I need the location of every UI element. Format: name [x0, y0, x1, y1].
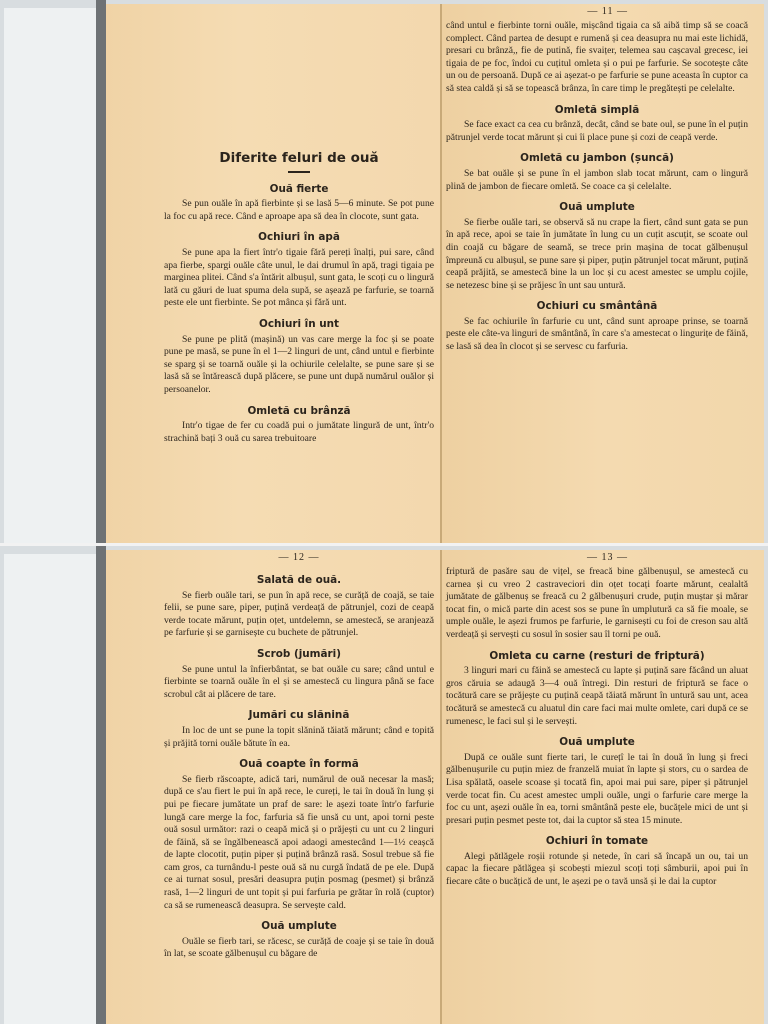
book-cover-edge	[96, 546, 106, 1024]
section-title: Ochiuri în unt	[259, 317, 339, 330]
title-rule	[288, 171, 310, 173]
chapter-title: Diferite feluri de ouă	[219, 150, 379, 166]
section-title: Ochiuri în tomate	[545, 835, 649, 848]
page-12	[106, 550, 442, 1024]
section-text: Se pun ouăle în apă fierbinte și se lasă 5—6 minute. Se pot pune la foc cu apă rece. Când e aproape apa să dea în clocote, sunt gata.	[164, 198, 434, 222]
section-text: Se pune pe plită (mașină) un vas care merge la foc și se poate pune pe masă, se pune în el 1—2 linguri de unt, când untul e fierbinte se sparg și se toarnă ouăle și la ochiurile celelalte, se pune sare și se lasă să se întărească după plăcere, se pune unt după numărul ouălor și persoanelor.	[164, 333, 434, 395]
section-title: Omletă simplă	[554, 103, 640, 116]
section-title: Ouă fierte	[269, 182, 329, 195]
section-title: Jumări cu slănină	[248, 709, 350, 722]
section-title: Omletă cu jambon (șuncă)	[520, 152, 674, 165]
section-text: Se fac ochiurile în farfurie cu unt, când sunt aproape prinse, se toarnă peste ele câte-va linguri de smântână, în care s'a amestecat o lingurițe de făină, se lasă să dea în clocot și se servesc cu farfuria.	[446, 315, 748, 353]
section-text: Se pune apa la fiert într'o tigaie fără pereți înalți, pui sare, când apa fierbe, spargi ouăle câte unul, le dai drumul în apă, tragi tigaia pe marginea plitei. Când s'a întărit albușul, sunt gata, le scoți cu o lingură lată cu găuri de luat spuma dela supă, se așează pe farfurie, se toarnă peste ele unt fierbinte. Se pot mânca și fără unt.	[164, 246, 434, 309]
page-number: — 13 —	[587, 552, 628, 563]
section-text: Se bat ouăle și se pune în el jambon slab tocat mărunt, cam o lingură plină de jambon de fiecare omletă. Se coace ca și celelalte.	[446, 167, 748, 192]
section-title: Omleta cu carne (resturi de friptură)	[489, 649, 705, 662]
section-title: Ouă umplute	[559, 736, 635, 749]
section-title: Ochiuri cu smântână	[536, 300, 658, 313]
page-10	[106, 4, 442, 543]
section-text: Se face exact ca cea cu brânză, decât, când se bate oul, se pune în el puțin pătrunjel verde tocat mărunt și cui îi place pune și cozi de ceapă verde.	[446, 119, 748, 143]
section-text: 3 linguri mari cu făină se amestecă cu lapte și puțină sare făcând un aluat gros căruia se adaugă 3—4 ouă întregi. Din resturi de friptură se face o tocătură care se prăjește cu puțină ceapă tăiată mărunt în untură sau unt, acea tocătură se amestecă cu aluatul din care faci mai multe omlete, cari după ce se rumenesc, le faci sul și le servești.	[446, 665, 748, 727]
section-title: Ouă coapte în formă	[239, 758, 359, 771]
section-text: In loc de unt se pune la topit slănină tăiată mărunt; când e topită și prăjită torni ouăle bătute în ea.	[164, 724, 434, 749]
section-text: Se fierbe ouăle tari, se observă să nu crape la fiert, când sunt gata se pun în apă rece, apoi se taie în jumătate în lung cu un cuțit ascuțit, se scoate oul din coajă cu băgare de seamă, se trece prin mașina de tocat gălbenușul împreună cu albușul, se pune sare și piper, puțin pătrunjel tocat mărunt, puțină ceapă prăjită, se amestecă bine la un loc și cu acest amestec se umplu cojile, se netezesc bine și se prăjesc în unt sau untură.	[446, 216, 748, 291]
section-text: Intr'o tigae de fer cu coadă pui o jumătate lingură de unt, într'o strachină bați 3 ouă cu sarea trebuitoare	[164, 420, 434, 444]
bottom-spread	[0, 546, 768, 1024]
page-number: — 12 —	[278, 552, 320, 563]
section-title: Ouă umplute	[261, 920, 337, 933]
continued-text: când untul e fierbinte torni ouăle, mișcând tigaia ca să aibă timp să se coacă complect. Când partea de desupt e rumenă și cea deasupra nu mai este lichidă, presari cu brânză,, fie de putină, fie svaițer, telemea sau cașcaval grecesc, iei tigaia de pe foc, îndoi cu cuțitul omleta și o pui pe farfurie. Se socotește câte un ou de persoană. După ce ai așezat-o pe farfurie se pune aceasta în cuptor ca să stea caldă și să se topească brânza, în care timp le pregătești pe celelalte.	[446, 20, 748, 94]
continued-text: friptură de pasăre sau de vițel, se freacă bine gălbenușul, se amestecă cu carnea și cu vreo 2 castraveciori din oțet tocați foarte mărunt, cealaltă jumătate de gălbenuș se freacă cu 2 gălbenușuri crude, puțin muștar și mărar tocat fin, o mică parte din acest sos se pune în umplutură ca să fie moale, se umple ouăle, le așezi frumos pe farfurie, le garnisești cu foi de creson sau altă verdeață și servești cu sosul în sosier sau îl torni pe ouă.	[446, 566, 748, 640]
section-title: Salată de ouă.	[256, 574, 342, 586]
book-cover-edge	[96, 0, 106, 543]
section-text: Se pune untul la înfierbântat, se bat ouăle cu sare; când untul e fierbinte se toarnă ouăle în el și se amestecă cu lingura până se face scrobul cât ai plăcere de tare.	[164, 663, 434, 700]
section-text: Se fierb răscoapte, adică tari, numărul de ouă necesar la masă; după ce s'au fiert le pui în apă rece, le cureți, le tai în două în lung și pui pe fiecare jumătate un praf de sare: le așezi toate într'o farfurie lungă care merge la foc, farfuria să fie unsă cu unt, apoi torni peste ouă sosul următor: razi o ceapă mică și o prăjești cu unt cu 2 linguri de făină, să se îngălbenească apoi adaogi amestecând 1—1½ ceașcă de lapte clocotit, puțin piper și puțină brânză rasă. Sosul trebue să fie cam gros, ca turnându-l peste ouă să nu curgă îndată de pe ele. După ce ai turnat sosul, presări deasupra puțin posmag (pesmet) și brânză rasă, 1—2 linguri de unt topit și pui farfuria pe grătar în rolă (cuptor) ca să se rumenească deasupra. Se servește cald.	[164, 773, 434, 911]
section-title: Scrob (jumări)	[257, 647, 341, 660]
section-text: Se fierb ouăle tari, se pun în apă rece, se curăță de coajă, se taie felii, se pune sare, piper, puțină verdeață de pătrunjel, cozi de ceapă verde tocate mărunt, puțin oțet, untdelemn, se amestecă, se aranjează pe farfurie și se garnisește cu buchete de pătrunjel.	[164, 589, 434, 639]
section-title: Ouă umplute	[559, 201, 635, 214]
section-title: Ochiuri în apă	[258, 231, 340, 244]
page-11	[442, 4, 764, 543]
page-13	[442, 550, 764, 1024]
section-text: Alegi pătlăgele roșii rotunde și netede, în cari să încapă un ou, tai un capac la fiecare pătlăgea și scobești miezul scoți toți sâmburii, apoi pui în fiecare câte o bucățică de unt, le așezi pe o tavă unsă și le dai la cuptor	[446, 850, 748, 888]
section-text: După ce ouăle sunt fierte tari, le curețî le tai în două în lung și freci gălbenușurile cu puțin miez de franzelă muiat în lapte și stors, cu o sardea de Lisa spălată, oasele scoase și tocată fin, apoi mai pui sare, piper și pătrunjel verde tocat fin. Cu acest amestec umpli ouăle, ungi o farfurie care merge la foc cu unt, așezi ouăle în ea, torni smântână peste ele, bucățele mici de unt și presari puțin pesmet peste tot, dai la cuptor să stea 15 minute.	[446, 751, 748, 826]
section-title: Omletă cu brânză	[247, 404, 351, 417]
section-text: Ouăle se fierb tari, se răcesc, se curăță de coaje și se taie în două în lat, se scoate gălbenușul cu băgare de	[164, 935, 434, 960]
page-number: — 11 —	[587, 6, 628, 17]
